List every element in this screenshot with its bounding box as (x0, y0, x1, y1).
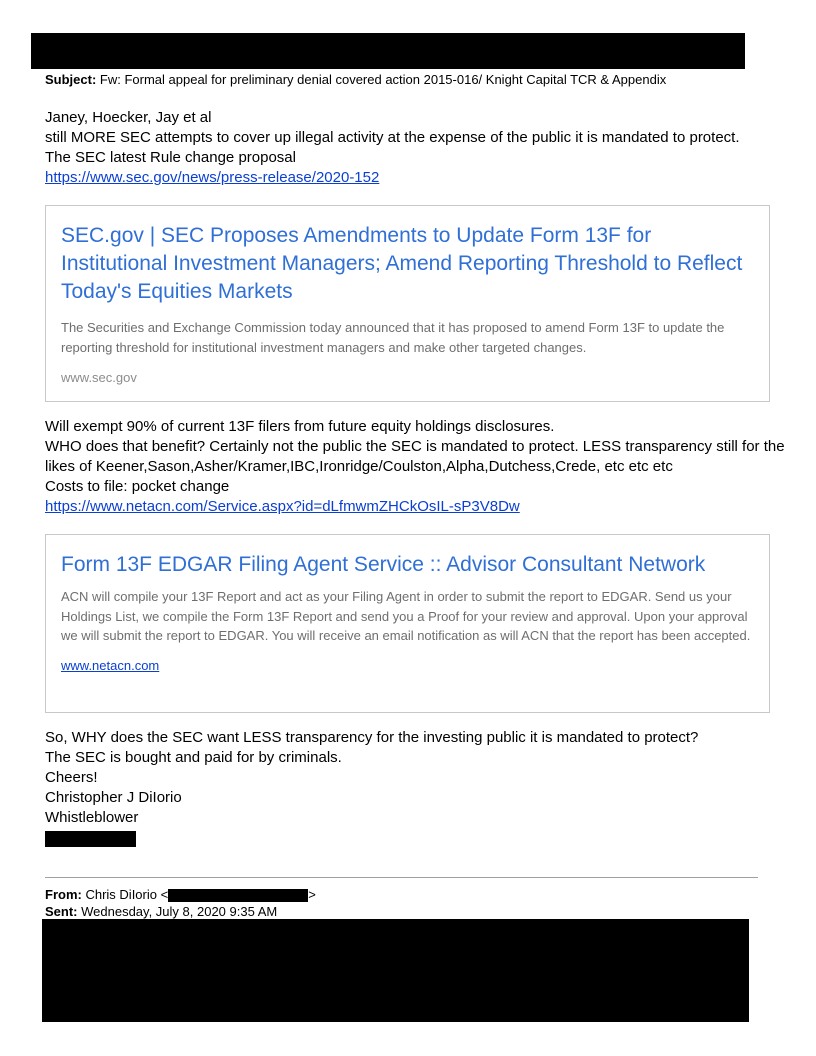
netacn-service-link[interactable]: https://www.netacn.com/Service.aspx?id=dLfmwmZHCkOsIL-sP3V8Dw (45, 498, 520, 515)
subject-label: Subject: (45, 72, 97, 87)
message-line: The SEC latest Rule change proposal (45, 149, 296, 166)
message-line: still MORE SEC attempts to cover up illegal activity at the expense of the public it is mandated to protect. (45, 129, 740, 146)
sec-press-release-link[interactable]: https://www.sec.gov/news/press-release/2020-152 (45, 169, 380, 186)
signature-title: Whistleblower (45, 809, 139, 826)
card-description: ACN will compile your 13F Report and act as your Filing Agent in order to submit the report to EDGAR. Send us your Holdings List, we compile the Form 13F Report and send you a Proof for your review and approval. Upon your approval we will submit the report to EDGAR. You will receive an email notification as will ACN that the report has been accepted. (61, 589, 751, 643)
subject-text: Fw: Formal appeal for preliminary denial covered action 2015-016/ Knight Capital TCR & Appendix (99, 72, 667, 87)
divider (45, 877, 758, 878)
message-intro (45, 108, 740, 188)
card-description: The Securities and Exchange Commission today announced that it has proposed to amend Form 13F to update the reporting threshold for institutional investment managers and make other targeted changes. (61, 320, 725, 355)
message-line: The SEC is bought and paid for by criminals. (45, 749, 342, 766)
message-body (45, 417, 785, 517)
card-domain: www.sec.gov (61, 370, 137, 385)
signature-name: Christopher J DiIorio (45, 789, 182, 806)
greeting: Janey, Hoecker, Jay et al (45, 109, 212, 126)
message-closing (45, 728, 698, 828)
redaction-top (31, 33, 745, 69)
message-line: Costs to file: pocket change (45, 478, 230, 495)
sent-label: Sent: (45, 904, 78, 919)
message-line: Will exempt 90% of current 13F filers from future equity holdings disclosures. (45, 418, 555, 435)
card-title[interactable]: Form 13F EDGAR Filing Agent Service :: Advisor Consultant Network (61, 553, 706, 576)
from-label: From: (45, 887, 82, 902)
sent-value: Wednesday, July 8, 2020 9:35 AM (81, 904, 278, 919)
redaction-signature (45, 831, 136, 847)
message-line: So, WHY does the SEC want LESS transparency for the investing public it is mandated to protect? (45, 729, 699, 746)
redaction-email (168, 889, 308, 902)
link-preview-card-netacn[interactable] (45, 534, 770, 713)
card-domain-link[interactable]: www.netacn.com (61, 657, 160, 673)
message-line: likes of Keener,Sason,Asher/Kramer,IBC,Ironridge/Coulston,Alpha,Dutchess,Crede, etc etc etc (45, 458, 673, 475)
from-name: Chris DiIorio < (85, 887, 169, 902)
message-line: WHO does that benefit? Certainly not the public the SEC is mandated to protect. LESS transparency still for the (45, 438, 785, 455)
redaction-bottom (42, 919, 749, 1022)
link-preview-card-sec[interactable] (45, 205, 770, 402)
card-title[interactable]: SEC.gov | SEC Proposes Amendments to Update Form 13F for Institutional Investment Managers; Amend Reporting Threshold to Reflect Today's Equities Markets (61, 224, 743, 303)
message-line: Cheers! (45, 769, 98, 786)
from-end: > (308, 887, 316, 902)
forwarded-header (45, 886, 316, 920)
subject-line (45, 72, 666, 88)
